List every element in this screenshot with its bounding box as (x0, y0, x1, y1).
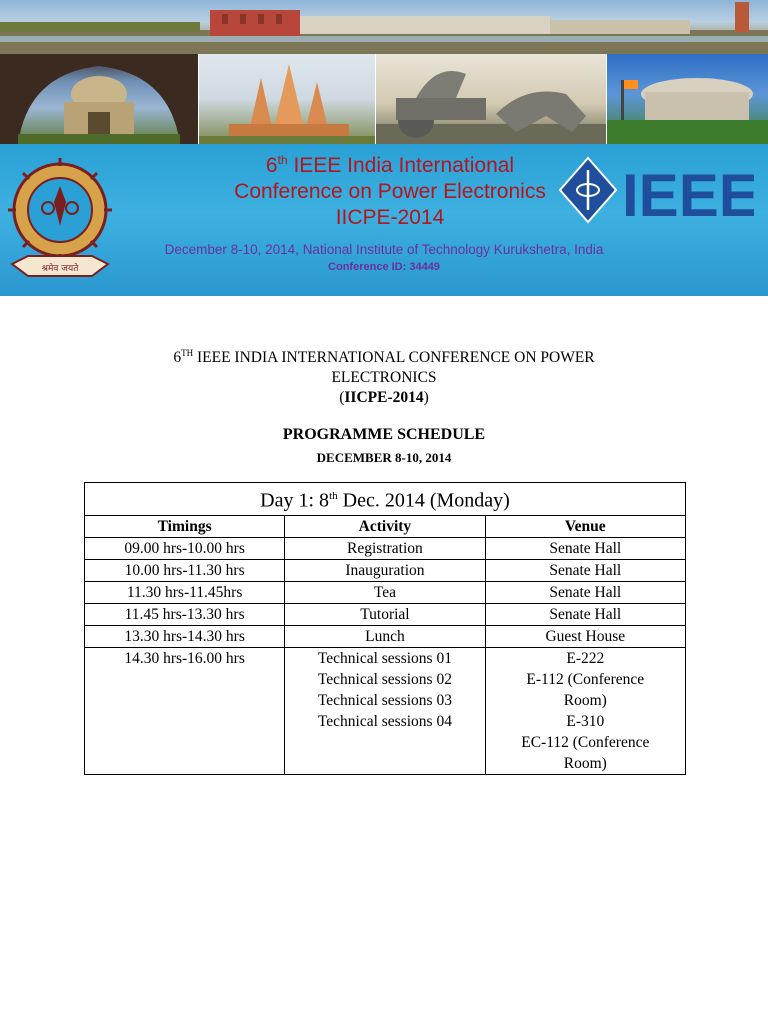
venue-cell: Senate Hall (485, 537, 685, 559)
banner-title-line1: IEEE India International (287, 154, 515, 177)
venue-cell (485, 647, 685, 774)
venue-line: E-112 (Conference (526, 670, 645, 688)
activity-cell: Tutorial (285, 603, 485, 625)
timing-cell: 09.00 hrs-10.00 hrs (85, 537, 285, 559)
banner-conference-title (190, 147, 590, 231)
conference-banner (0, 0, 768, 296)
heading-conference-code: IICPE-2014 (344, 389, 424, 407)
auditorium-photo (607, 54, 768, 144)
timing-cell: 11.45 hrs-13.30 hrs (85, 603, 285, 625)
ieee-logo-icon (558, 156, 754, 233)
timing-cell: 13.30 hrs-14.30 hrs (85, 625, 285, 647)
technical-session-item: Technical sessions 02 (317, 670, 452, 688)
table-row (85, 625, 686, 647)
banner-title-ordinal: 6 (265, 154, 278, 177)
heading-paren-close: ) (423, 389, 429, 407)
tomb-photo (0, 54, 198, 144)
temple-photo (199, 54, 375, 144)
venue-cell: Senate Hall (485, 581, 685, 603)
column-header-activity: Activity (285, 515, 485, 537)
table-row (85, 581, 686, 603)
table-row (85, 537, 686, 559)
venue-line: Room) (563, 691, 607, 709)
timing-cell: 14.30 hrs-16.00 hrs (85, 647, 285, 774)
column-header-row (85, 515, 686, 537)
activity-cell: Tea (285, 581, 485, 603)
day-ordinal-sup: th (329, 490, 338, 502)
heading-ordinal: 6 (173, 349, 182, 367)
activity-cell: Inauguration (285, 559, 485, 581)
nit-logo-motto: श्रमेव जयते (41, 264, 79, 274)
schedule-table (84, 482, 686, 775)
heading-line1 (84, 343, 684, 368)
table-row (85, 603, 686, 625)
chariot-statue-photo (376, 54, 606, 144)
timing-cell: 10.00 hrs-11.30 hrs (85, 559, 285, 581)
nit-kurukshetra-logo-icon (8, 152, 112, 289)
table-row (85, 559, 686, 581)
venue-cell: Guest House (485, 625, 685, 647)
timing-cell: 11.30 hrs-11.45hrs (85, 581, 285, 603)
banner-conference-id: Conference ID: 34449 (328, 261, 440, 273)
venue-line: E-310 (566, 712, 605, 730)
day-header-row (85, 483, 686, 516)
heading-line1-text: IEEE INDIA INTERNATIONAL CONFERENCE ON POWER (193, 349, 595, 367)
activity-cell: Registration (285, 537, 485, 559)
column-header-venue: Venue (485, 515, 685, 537)
activity-cell (285, 647, 485, 774)
venue-line: Room) (563, 754, 607, 772)
column-header-timings: Timings (85, 515, 285, 537)
activity-cell: Lunch (285, 625, 485, 647)
heading-paren-open: ( (339, 389, 345, 407)
programme-schedule-dates: DECEMBER 8-10, 2014 (316, 450, 452, 465)
banner-title-sup: th (277, 153, 288, 167)
day-header-cell (85, 483, 686, 516)
ghat-panorama-photo (0, 0, 768, 54)
technical-session-item: Technical sessions 01 (317, 649, 452, 667)
technical-session-item: Technical sessions 03 (317, 691, 452, 709)
technical-session-item: Technical sessions 04 (317, 712, 452, 730)
banner-date-venue: December 8-10, 2014, National Institute of Technology Kurukshetra, India (164, 242, 604, 257)
technical-sessions-row (85, 647, 686, 774)
venue-line: E-222 (566, 649, 605, 667)
venue-line: EC-112 (Conference (521, 733, 650, 751)
heading-line3 (84, 388, 684, 408)
day-label: Day 1: 8 (260, 489, 330, 512)
document-heading (84, 343, 684, 408)
day-date-text: Dec. 2014 (Monday) (337, 489, 510, 512)
venue-cell: Senate Hall (485, 559, 685, 581)
banner-title-line2: Conference on Power Electronics (234, 180, 546, 203)
heading-ordinal-sup: TH (181, 348, 194, 358)
heading-line2: ELECTRONICS (331, 369, 437, 387)
programme-schedule-title: PROGRAMME SCHEDULE (282, 426, 486, 443)
banner-title-line3: IICPE-2014 (335, 206, 445, 229)
venue-cell: Senate Hall (485, 603, 685, 625)
ieee-logo-text: IEEE (622, 162, 754, 228)
